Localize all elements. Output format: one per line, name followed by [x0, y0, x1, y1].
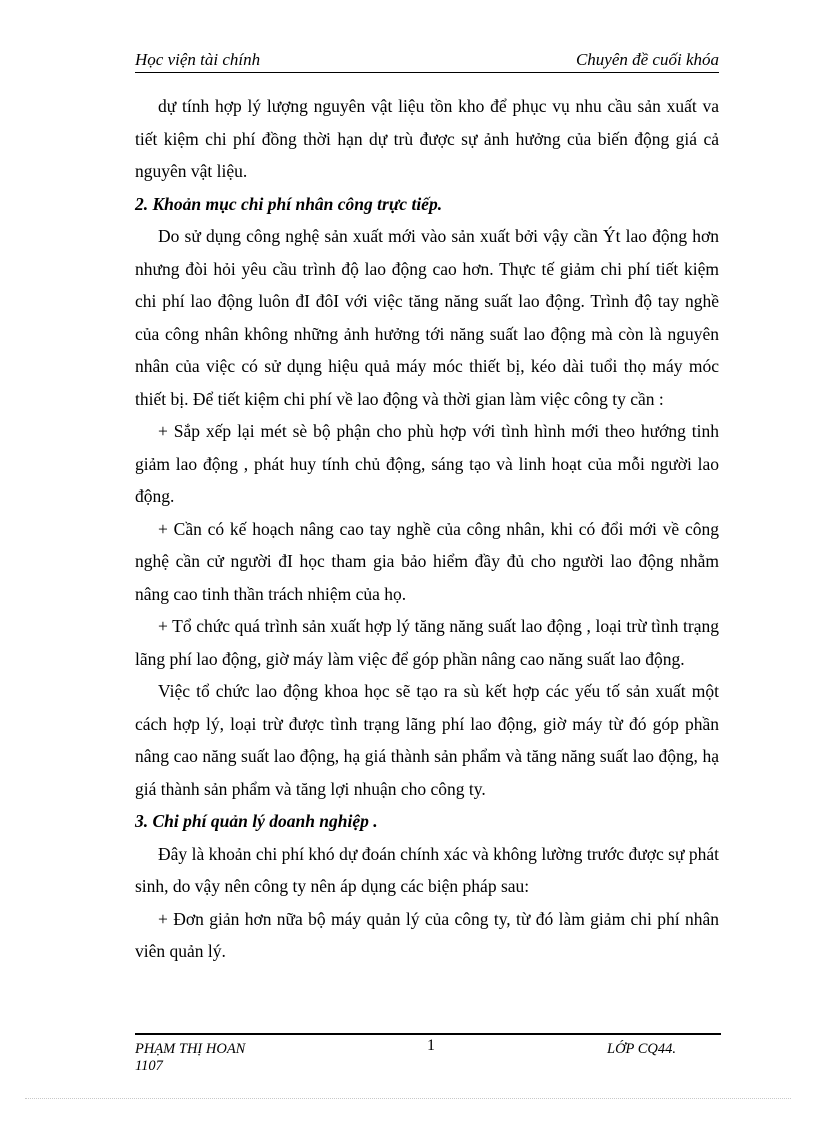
footer-divider	[135, 1033, 721, 1035]
paragraph-scientific-labor: Việc tổ chức lao động khoa học sẽ tạo ra sù kết hợp các yếu tố sản xuất một cách hợp lý, loại trừ được tình trạng lãng phí lao động, giờ máy từ đó góp phần nâng cao năng suất lao động, hạ giá thành sản phẩm và tăng năng suất lao động, hạ giá thành sản phẩm và tăng lợi nhuận cho công ty.	[135, 681, 719, 799]
bullet-reorganize: + Sắp xếp lại mét sè bộ phận cho phù hợp với tình hình mới theo hướng tinh giảm lao động , phát huy tính chủ động, sáng tạo và linh hoạt của mỗi người lao động.	[135, 421, 719, 506]
footer-author	[135, 1041, 245, 1075]
bullet-organize-production: + Tổ chức quá trình sản xuất hợp lý tăng năng suất lao động , loại trừ tình trạng lãng phí lao động, giờ máy làm việc để góp phần nâng cao năng suất lao động.	[135, 616, 719, 669]
section-heading-2: 2. Khoản mục chi phí nhân công trực tiếp.	[135, 193, 443, 214]
page-boundary	[25, 1098, 791, 1099]
page-header	[135, 48, 719, 73]
section-heading-3: 3. Chi phí quản lý doanh nghiệp .	[135, 811, 378, 831]
page-body	[135, 90, 719, 968]
paragraph-continuation: dự tính hợp lý lượng nguyên vật liệu tồn kho để phục vụ nhu cầu sản xuất va tiết kiệm chi phí đồng thời hạn dự trù được sự ảnh hưởng của biến động giá cả nguyên vật liệu.	[135, 96, 719, 181]
paragraph-labor-cost: Do sử dụng công nghệ sản xuất mới vào sản xuất bởi vậy cần Ýt lao động hơn nhưng đòi hỏi yêu cầu trình độ lao động cao hơn. Thực tế giảm chi phí tiết kiệm chi phí lao động luôn đI đôI với việc tăng năng suất lao động. Trình độ tay nghề của công nhân không những ảnh hưởng tới năng suất lao động mà còn là nguyên nhân của việc có sử dụng hiệu quả máy móc thiết bị, kéo dài tuổi thọ máy móc thiết bị. Để tiết kiệm chi phí về lao động và thời gian làm việc công ty cần :	[135, 226, 719, 409]
header-institution: Học viện tài chính	[135, 50, 261, 69]
header-document-title: Chuyên đề cuối khóa	[575, 50, 719, 69]
footer-author-name: PHẠM THỊ HOAN	[135, 1041, 246, 1057]
footer-author-id: 1107	[135, 1058, 163, 1074]
bullet-training: + Cần có kế hoạch nâng cao tay nghề của công nhân, khi có đổi mới về công nghệ cần cử người đI học tham gia bảo hiểm đầy đủ cho người lao động nhằm nâng cao tinh thần trách nhiệm của họ.	[135, 518, 719, 604]
paragraph-management-cost: Đây là khoản chi phí khó dự đoán chính xác và không lường trước được sự phát sinh, do vậy nên công ty nên áp dụng các biện pháp sau:	[135, 843, 719, 896]
page-number: 1	[427, 1037, 435, 1054]
footer-class: LỚP CQ44.	[607, 1041, 677, 1057]
bullet-simplify-management: + Đơn giản hơn nữa bộ máy quản lý của công ty, từ đó làm giảm chi phí nhân viên quản lý.	[135, 908, 719, 961]
